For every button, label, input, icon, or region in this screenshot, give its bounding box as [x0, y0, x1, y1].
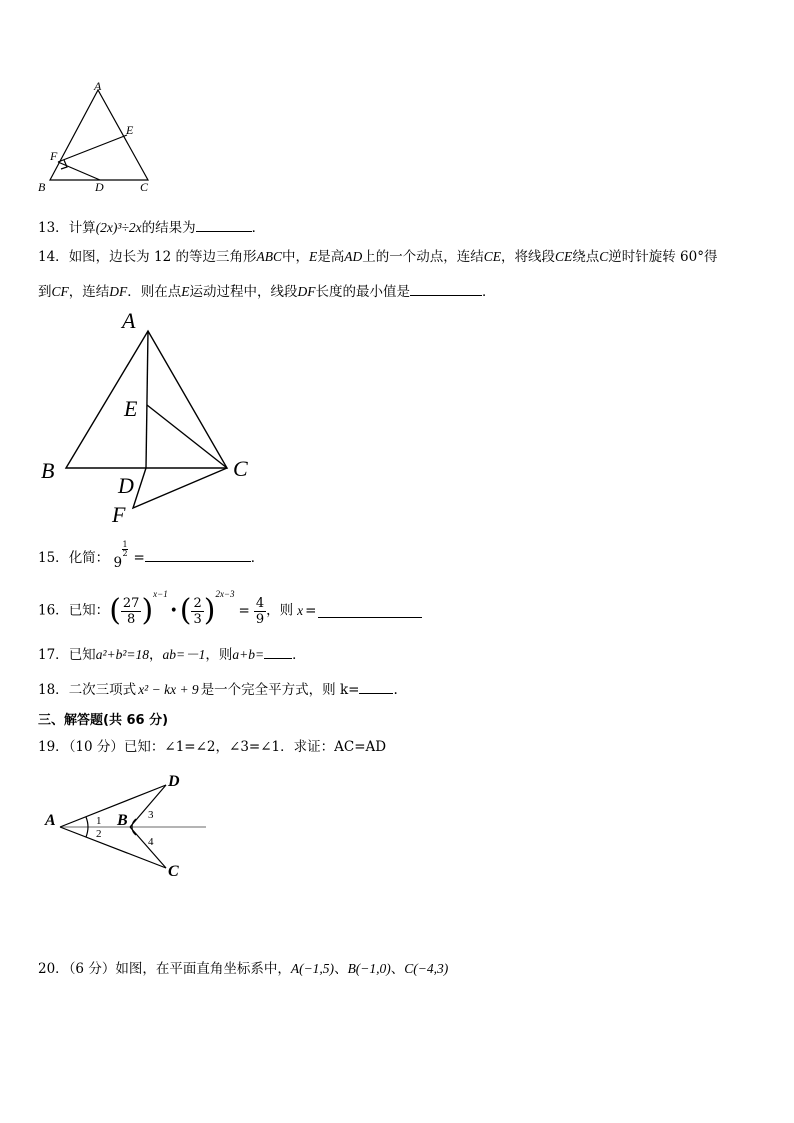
q16-frac-1	[121, 596, 142, 627]
q14-text: 中，	[281, 249, 309, 265]
q15-exp-num: 1	[122, 540, 128, 549]
q14-var: CF	[51, 284, 69, 299]
q14-text: ，将线段	[500, 249, 555, 265]
question-20	[38, 960, 448, 978]
label-c: C	[168, 863, 179, 880]
q14-text: 上的一个动点，连结	[362, 249, 484, 265]
label-e: E	[126, 123, 134, 137]
label-c: C	[140, 180, 149, 194]
label-a: A	[45, 812, 56, 829]
q14-text: 如图，边长为 12 的等边三角形	[68, 249, 257, 265]
q14-var: E	[308, 249, 318, 264]
answer-blank[interactable]	[359, 680, 393, 694]
q18-text: 是一个完全平方式，则 k=	[200, 682, 360, 698]
figure-triangle-q14	[36, 306, 266, 528]
segment-fd	[58, 162, 100, 180]
label-a: A	[122, 308, 136, 333]
label-f: F	[112, 502, 126, 527]
q14-var: ABC	[256, 249, 282, 264]
question-13	[38, 218, 265, 237]
question-number: 14．	[38, 249, 69, 265]
q14-end: ．	[482, 284, 496, 300]
q14-var: DF	[297, 284, 316, 299]
q17-expression: a+b=	[232, 647, 265, 662]
q19-text: （10 分）已知：∠1=∠2，∠3=∠1．求证：AC=AD	[68, 739, 387, 755]
q17-expression: ab=－1	[162, 647, 206, 662]
label-angle-1: 1	[96, 815, 102, 827]
q14-text: 长度的最小值是	[315, 284, 411, 300]
paren: )	[141, 593, 154, 628]
paren: )	[203, 593, 216, 628]
q16-exp-2: 2x−3	[215, 589, 235, 599]
question-number: 20．	[38, 961, 69, 977]
q14-text: 是高	[317, 249, 345, 265]
q17-end: ．	[292, 647, 306, 663]
answer-blank[interactable]	[318, 604, 422, 618]
question-18	[38, 680, 398, 699]
q20-sep: 、	[334, 961, 348, 977]
q14-text: 运动过程中，线段	[189, 284, 298, 300]
label-f: F	[50, 149, 58, 163]
q15-text: 化简：	[68, 550, 110, 566]
answer-blank[interactable]	[410, 282, 482, 296]
segment-fe	[58, 135, 127, 162]
label-d: D	[118, 473, 134, 498]
question-number: 17．	[38, 647, 69, 663]
q14-var: DF	[109, 284, 128, 299]
label-b: B	[38, 180, 46, 194]
q13-expression: (2x)³÷2x	[95, 220, 142, 235]
q14-text: 到	[38, 284, 52, 300]
frac-num: 27	[122, 595, 140, 611]
section-title: 三、解答题(共 66 分)	[38, 713, 169, 728]
q17-expression: a²+b²=18	[95, 647, 150, 662]
q16-eq: =	[238, 602, 250, 619]
question-16	[38, 584, 422, 628]
q18-end: .	[393, 682, 398, 698]
q13-text-a: 计算	[68, 220, 96, 236]
q16-eq: =	[305, 602, 317, 619]
label-d: D	[95, 180, 104, 194]
label-angle-4: 4	[148, 836, 154, 848]
q15-eq: =	[133, 550, 145, 566]
angle-arc-2	[86, 827, 88, 837]
frac-den: 9	[255, 611, 265, 627]
q17-text: 已知	[68, 647, 96, 663]
q14-var: E	[181, 284, 190, 299]
q16-then: ，则	[266, 602, 294, 619]
question-19	[38, 738, 386, 756]
point-b: B(−1,0)	[347, 961, 391, 976]
q14-text: ．则在点	[127, 284, 182, 300]
paren: (	[179, 593, 192, 628]
label-b: B	[117, 812, 128, 829]
answer-blank[interactable]	[196, 218, 252, 232]
question-number: 19．	[38, 739, 69, 755]
question-14-line-1	[38, 248, 717, 266]
q15-exponent	[122, 541, 127, 558]
label-c: C	[233, 456, 248, 481]
frac-num: 4	[255, 595, 265, 611]
question-number: 13．	[38, 220, 69, 236]
q14-var: CE	[554, 249, 573, 264]
frac-den: 8	[127, 611, 136, 627]
q14-var: CE	[483, 249, 501, 264]
label-d: D	[168, 773, 180, 790]
question-14-line-2	[38, 282, 496, 301]
question-number: 16．	[38, 602, 69, 619]
q15-power	[113, 540, 133, 571]
angle-arc-1	[86, 817, 88, 827]
q16-exp-1: x−1	[153, 589, 168, 599]
answer-blank[interactable]	[145, 548, 251, 562]
label-a: A	[94, 79, 102, 93]
label-e: E	[124, 396, 138, 421]
q16-frac-3	[254, 596, 266, 627]
q16-frac-2	[191, 596, 203, 627]
q20-sep: 、	[390, 961, 405, 977]
question-number: 18．	[38, 682, 69, 698]
label-b: B	[41, 458, 55, 483]
paren: (	[109, 593, 121, 628]
q17-sep: ，	[149, 647, 163, 663]
q15-exp-den: 2	[122, 549, 128, 558]
point-c: C(−4,3)	[404, 961, 449, 976]
q14-text: 逆时针旋转 60°得	[608, 249, 718, 265]
q13-text-b: 的结果为	[141, 220, 196, 236]
q16-dot: •	[169, 602, 178, 619]
q20-text: （6 分）如图，在平面直角坐标系中，	[68, 961, 291, 977]
label-angle-3: 3	[148, 809, 154, 821]
q14-var: C	[599, 249, 609, 264]
segment-ad	[146, 331, 148, 468]
figure-angles-q19	[40, 766, 220, 886]
q18-text: 二次三项式	[68, 682, 137, 698]
point-a: A(−1,5)	[290, 961, 335, 976]
q14-text: 绕点	[572, 249, 600, 265]
q18-expression: x² − kx + 9	[138, 682, 199, 697]
question-17	[38, 645, 306, 664]
q14-var: AD	[344, 249, 363, 264]
segment-dfc	[133, 468, 227, 508]
segment-ec	[147, 405, 227, 468]
q16-text: 已知：	[68, 602, 110, 619]
figure-triangle-q12	[30, 78, 160, 198]
q15-base: 9	[113, 555, 123, 571]
question-15	[38, 540, 265, 571]
q15-end: ．	[250, 550, 265, 566]
frac-num: 2	[193, 595, 202, 611]
q13-end: ．	[251, 220, 266, 236]
answer-blank[interactable]	[264, 645, 292, 659]
frac-den: 3	[193, 611, 202, 627]
q14-text: ，连结	[68, 284, 110, 300]
question-number: 15．	[38, 550, 69, 566]
label-angle-2: 2	[96, 828, 102, 840]
q16-var: x	[297, 602, 304, 618]
q17-text: ，则	[205, 647, 233, 663]
